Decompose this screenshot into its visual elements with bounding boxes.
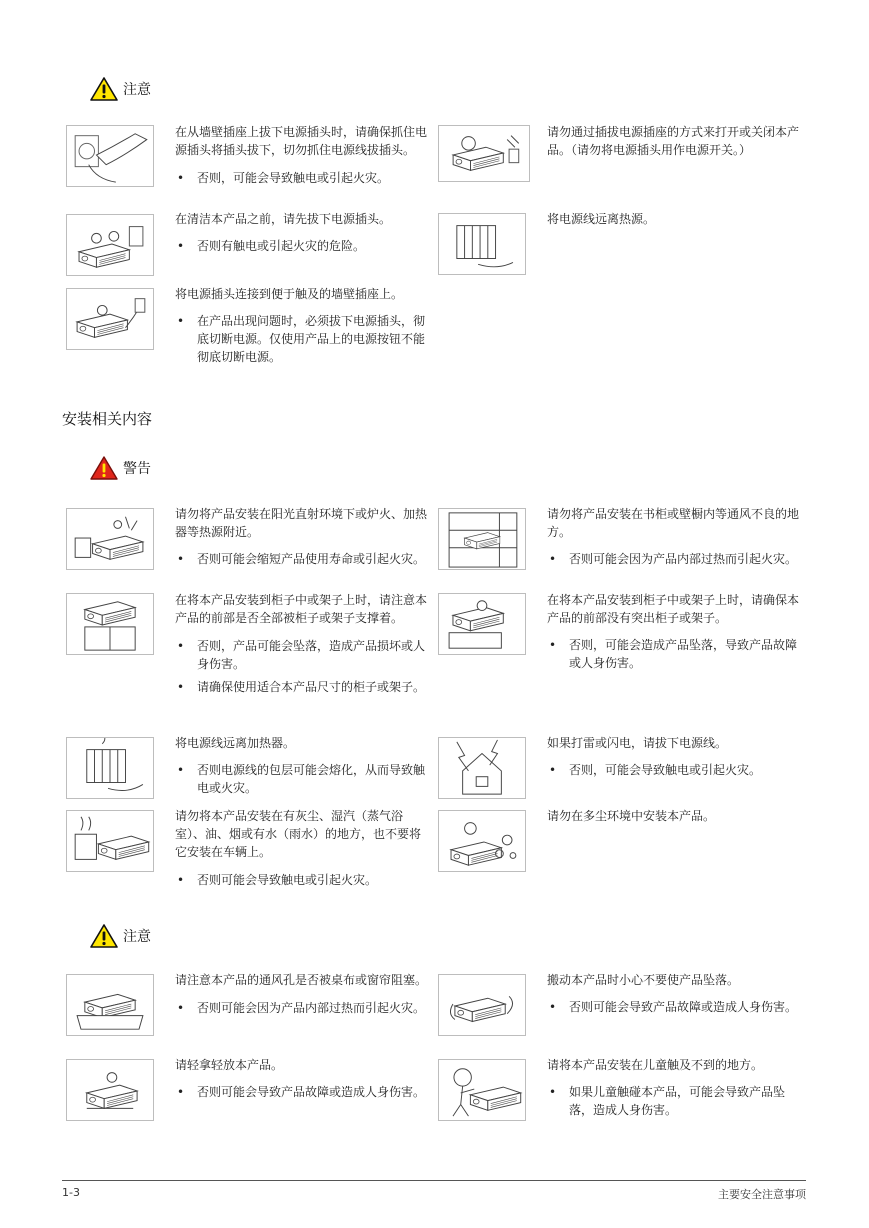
dusty-projector-icon xyxy=(438,810,526,872)
caution-triangle-icon xyxy=(89,923,119,949)
tablecloth-vent-icon xyxy=(66,974,154,1036)
humidifier-projector-icon xyxy=(66,810,154,872)
item-text: 在从墙壁插座上拔下电源插头时，请确保抓住电源插头将插头拔下，切勿抓住电源线拔插头。 xyxy=(175,125,428,157)
lightning-house-icon xyxy=(438,737,526,799)
item-cord-heater xyxy=(175,734,427,797)
cord-heater-icon xyxy=(438,213,526,275)
carry-projector-icon xyxy=(438,974,526,1036)
sunlight-heat-icon xyxy=(66,508,154,570)
item-bullet: • 否则可能会缩短产品使用寿命或引起火灾。 xyxy=(175,550,427,568)
bookshelf-icon xyxy=(438,508,526,570)
item-text: 请勿将本产品安装在有灰尘、湿汽（蒸气浴室）、油、烟或有水（雨水）的地方，也不要将它安装在车辆上。 xyxy=(175,809,422,859)
item-bullet: • 否则可能会导致产品故障或造成人身伤害。 xyxy=(175,1083,427,1101)
item-text: 请轻拿轻放本产品。 xyxy=(175,1058,284,1072)
item-bullet: • 否则可能会因为产品内部过热而引起火灾。 xyxy=(547,550,805,568)
item-carry-careful xyxy=(547,971,805,1016)
item-bullet: • 否则可能会导致触电或引起火灾。 xyxy=(175,871,427,889)
plug-switch-projector-icon xyxy=(438,125,530,182)
caution-label: 注意 xyxy=(123,82,151,98)
item-shelf-edge xyxy=(547,591,805,672)
item-no-plug-switch xyxy=(547,123,805,159)
item-text: 搬动本产品时小心不要使产品坠落。 xyxy=(547,973,740,987)
caution-label: 注意 xyxy=(123,929,151,945)
child-projector-icon xyxy=(438,1059,526,1121)
gentle-place-icon xyxy=(66,1059,154,1121)
item-text: 将电源线远离热源。 xyxy=(547,212,656,226)
item-bullet: • 否则可能会因为产品内部过热而引起火灾。 xyxy=(175,999,427,1017)
item-child-reach xyxy=(547,1056,805,1119)
footer-title: 主要安全注意事项 xyxy=(718,1188,806,1201)
caution-heading xyxy=(89,923,151,949)
item-cord-heat xyxy=(547,210,805,228)
cabinet-support-icon xyxy=(66,593,154,655)
page-number: 1-3 xyxy=(62,1186,80,1199)
item-bullet: • 请确保使用适合本产品尺寸的柜子或架子。 xyxy=(175,678,427,696)
item-text: 请勿通过插拔电源插座的方式来打开或关闭本产品。（请勿将电源插头用作电源开关。） xyxy=(547,125,800,157)
item-bullet: • 否则，可能会导致触电或引起火灾。 xyxy=(547,761,805,779)
item-cabinet-support xyxy=(175,591,427,696)
item-no-dust xyxy=(547,807,805,825)
caution-heading xyxy=(89,76,151,102)
item-unplug-grip xyxy=(175,123,427,187)
warning-triangle-icon xyxy=(89,455,119,481)
shelf-edge-icon xyxy=(438,593,526,655)
item-text: 将电源插头连接到便于触及的墙壁插座上。 xyxy=(175,287,404,301)
warning-label: 警告 xyxy=(123,461,151,477)
item-bullet: • 否则可能会导致产品故障或造成人身伤害。 xyxy=(547,998,805,1016)
warning-heading xyxy=(89,455,151,481)
item-bullet: • 在产品出现问题时，必须拔下电源插头，彻底切断电源。仅使用产品上的电源按钮不能彻底切断电源。 xyxy=(175,312,427,366)
item-vent-blocked xyxy=(175,971,427,1017)
item-text: 请勿在多尘环境中安装本产品。 xyxy=(547,809,716,823)
item-bullet: • 如果儿童触碰本产品，可能会导致产品坠落，造成人身伤害。 xyxy=(547,1083,805,1119)
item-lightning xyxy=(547,734,805,779)
item-handle-gently xyxy=(175,1056,427,1101)
item-text: 如果打雷或闪电，请拔下电源线。 xyxy=(547,736,728,750)
item-text: 请勿将产品安装在书柜或壁橱内等通风不良的地方。 xyxy=(547,507,800,539)
item-no-humidity xyxy=(175,807,427,889)
item-text: 请注意本产品的通风孔是否被桌布或窗帘阻塞。 xyxy=(175,973,428,987)
section-title: 安装相关内容 xyxy=(62,410,153,428)
item-no-heat-source xyxy=(175,505,427,568)
item-bullet: • 否则，可能会造成产品坠落，导致产品故障或人身伤害。 xyxy=(547,636,805,672)
item-bullet: • 否则，可能会导致触电或引起火灾。 xyxy=(175,169,427,187)
item-text: 请将本产品安装在儿童触及不到的地方。 xyxy=(547,1058,764,1072)
footer-rule xyxy=(62,1180,806,1181)
unplug-hand-icon xyxy=(66,125,154,187)
caution-triangle-icon xyxy=(89,76,119,102)
cord-heater-icon xyxy=(66,737,154,799)
accessible-outlet-icon xyxy=(66,288,154,350)
item-accessible-outlet xyxy=(175,285,427,366)
item-no-bookshelf xyxy=(547,505,805,568)
item-bullet: • 否则，产品可能会坠落，造成产品损坏或人身伤害。 xyxy=(175,637,427,673)
item-text: 在将本产品安装到柜子中或架子上时，请注意本产品的前部是否全部被柜子或架子支撑着。 xyxy=(175,593,428,625)
item-unplug-cleaning xyxy=(175,210,427,255)
item-text: 请勿将产品安装在阳光直射环境下或炉火、加热器等热源附近。 xyxy=(175,507,428,539)
item-text: 在将本产品安装到柜子中或架子上时，请确保本产品的前部没有突出柜子或架子。 xyxy=(547,593,800,625)
item-text: 将电源线远离加热器。 xyxy=(175,736,296,750)
item-bullet: • 否则电源线的包层可能会熔化，从而导致触电或火灾。 xyxy=(175,761,427,797)
item-text: 在清洁本产品之前，请先拔下电源插头。 xyxy=(175,212,392,226)
unplug-before-cleaning-icon xyxy=(66,214,154,276)
item-bullet: • 否则有触电或引起火灾的危险。 xyxy=(175,237,427,255)
